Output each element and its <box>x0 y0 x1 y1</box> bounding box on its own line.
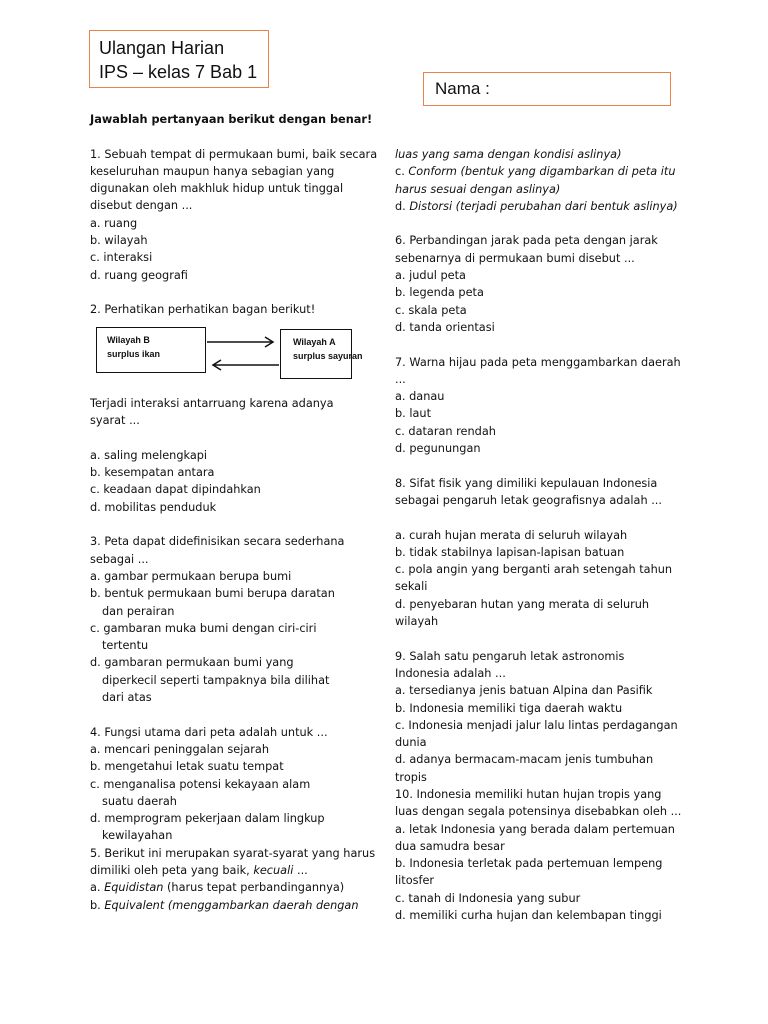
q8-option-cont: wilayah <box>395 615 439 629</box>
q6-line: sebenarnya di permukaan bumi disebut ... <box>395 251 635 265</box>
q7-option: a. danau <box>395 390 445 404</box>
q5-c-cont: harus sesuai dengan aslinya) <box>395 182 561 196</box>
right-column <box>395 146 681 924</box>
q9-option-cont: tropis <box>395 770 427 784</box>
q10-option: d. memiliki curha hujan dan kelembapan tinggi <box>395 909 662 923</box>
q2-option: b. kesempatan antara <box>90 466 215 480</box>
q2-stem: syarat ... <box>90 414 140 428</box>
q10-option: a. letak Indonesia yang berada dalam pertemuan <box>395 822 675 836</box>
q5-option-a <box>90 879 375 896</box>
q5-line2-italic: kecuali <box>253 864 294 878</box>
q3-option-cont: dari atas <box>102 691 152 705</box>
q6-option: a. judul peta <box>395 269 466 283</box>
q9-option: a. tersedianya jenis batuan Alpina dan Pasifik <box>395 684 653 698</box>
title-line-2: IPS – kelas 7 Bab 1 <box>99 62 258 82</box>
q1-line: 1. Sebuah tempat di permukaan bumi, baik secara <box>90 147 378 161</box>
q10-option: c. tanah di Indonesia yang subur <box>395 891 581 905</box>
q1-line: digunakan oleh makhluk hidup untuk tinggal <box>90 182 344 196</box>
left-column-bottom <box>90 395 375 914</box>
q8-option: c. pola angin yang berganti arah setengah tahun <box>395 563 673 577</box>
name-field-box[interactable] <box>423 72 671 106</box>
q4-option: d. memprogram pekerjaan dalam lingkup <box>90 812 325 826</box>
q5-option-d <box>395 198 681 215</box>
q2-stem: Terjadi interaksi antarruang karena adanya <box>90 397 334 410</box>
title-box <box>89 30 269 88</box>
q5-option-c <box>395 163 681 180</box>
q5-b-prefix: b. <box>90 898 105 912</box>
q3-option: a. gambar permukaan berupa bumi <box>90 569 292 583</box>
q9-option: d. adanya bermacam-macam jenis tumbuhan <box>395 753 654 767</box>
q4-option-cont: suatu daerah <box>102 794 177 808</box>
q8-option: a. curah hujan merata di seluruh wilayah <box>395 528 628 542</box>
wilayah-b-surplus: surplus ikan <box>107 349 161 359</box>
q1-option: a. ruang <box>90 216 138 230</box>
q8-line: sebagai pengaruh letak geografisnya adalah ... <box>395 493 662 507</box>
q3-option-cont: tertentu <box>102 639 149 653</box>
q2-text: 2. Perhatikan perhatikan bagan berikut! <box>90 303 316 317</box>
q8-option-cont: sekali <box>395 580 428 594</box>
q5-c-prefix: c. <box>395 165 409 179</box>
title-line-1: Ulangan Harian <box>99 38 225 58</box>
q1-option: d. ruang geografi <box>90 268 188 282</box>
q7-option: b. laut <box>395 407 432 421</box>
q4-option-cont: kewilayahan <box>102 829 173 843</box>
q7-line: ... <box>395 372 406 386</box>
q3-option: d. gambaran permukaan bumi yang <box>90 656 294 670</box>
q1-line: keseluruhan maupun hanya sebagian yang <box>90 164 335 178</box>
q5-option-b <box>90 897 375 914</box>
q3-option: b. bentuk permukaan bumi berupa daratan <box>90 587 335 601</box>
q6-line: 6. Perbandingan jarak pada peta dengan jarak <box>395 234 658 248</box>
q5-c-italic: Conform (bentuk yang digambarkan di peta itu <box>408 165 676 179</box>
q1-option: c. interaksi <box>90 251 153 265</box>
q5-line2-normal: dimiliki oleh peta yang baik, <box>90 864 254 878</box>
q9-option-cont: dunia <box>395 736 427 750</box>
q3-option-cont: diperkecil seperti tampaknya bila dilihat <box>102 673 330 687</box>
q4-option: b. mengetahui letak suatu tempat <box>90 760 284 774</box>
q2-option: a. saling melengkapi <box>90 448 208 462</box>
q5-a-prefix: a. <box>90 881 105 895</box>
q8-line: 8. Sifat fisik yang dimiliki kepulauan Indonesia <box>395 476 658 490</box>
q5-b-italic: Equivalent (menggambarkan daerah dengan <box>104 898 359 912</box>
wilayah-a-label: Wilayah A <box>293 337 336 347</box>
q9-line: Indonesia adalah ... <box>395 666 506 680</box>
q1-option: b. wilayah <box>90 234 148 248</box>
q10-option: b. Indonesia terletak pada pertemuan lempeng <box>395 857 663 871</box>
q3-line: 3. Peta dapat didefinisikan secara sederhana <box>90 535 345 549</box>
q3-line: sebagai ... <box>90 552 149 566</box>
diagram-arrows <box>96 327 363 383</box>
q4-text: 4. Fungsi utama dari peta adalah untuk ... <box>90 725 328 739</box>
q2-option: d. mobilitas penduduk <box>90 500 217 514</box>
q4-option: c. menganalisa potensi kekayaan alam <box>90 777 311 791</box>
q5-a-italic: Equidistan <box>104 881 164 895</box>
q5-d-italic: Distorsi (terjadi perubahan dari bentuk aslinya) <box>409 199 678 213</box>
q2-option: c. keadaan dapat dipindahkan <box>90 483 261 497</box>
wilayah-a-surplus: surplus sayuran <box>293 351 363 361</box>
q5-a-rest: (harus tepat perbandingannya) <box>163 881 345 895</box>
wilayah-b-label: Wilayah B <box>107 335 150 345</box>
q5-b-cont: luas yang sama dengan kondisi aslinya) <box>395 148 622 161</box>
q7-option: d. pegunungan <box>395 442 481 456</box>
q6-option: c. skala peta <box>395 303 467 317</box>
left-column-top <box>90 111 377 319</box>
q10-line: 10. Indonesia memiliki hutan hujan tropis yang <box>395 787 662 801</box>
q9-option: b. Indonesia memiliki tiga daerah waktu <box>395 701 623 715</box>
q1-line: disebut dengan ... <box>90 199 193 213</box>
q4-option: a. mencari peninggalan sejarah <box>90 742 270 756</box>
q3-option-cont: dan perairan <box>102 604 175 618</box>
q9-option: c. Indonesia menjadi jalur lalu lintas perdagangan <box>395 718 678 732</box>
q8-option: d. penyebaran hutan yang merata di seluruh <box>395 597 650 611</box>
q10-line: luas dengan segala potensinya disebabkan oleh ... <box>395 805 682 819</box>
q9-line: 9. Salah satu pengaruh letak astronomis <box>395 649 625 663</box>
q6-option: d. tanda orientasi <box>395 320 495 334</box>
q3-option: c. gambaran muka bumi dengan ciri-ciri <box>90 621 317 635</box>
q7-option: c. dataran rendah <box>395 424 496 438</box>
q10-option-cont: dua samudra besar <box>395 839 505 853</box>
q7-line: 7. Warna hijau pada peta menggambarkan daerah <box>395 355 681 369</box>
q6-option: b. legenda peta <box>395 286 484 300</box>
name-label: Nama : <box>435 79 490 98</box>
q5-line2-end: ... <box>293 864 308 878</box>
q10-option-cont: litosfer <box>395 874 435 888</box>
instruction: Jawablah pertanyaan berikut dengan benar! <box>90 113 373 126</box>
q8-option: b. tidak stabilnya lapisan-lapisan batuan <box>395 545 625 559</box>
q5-line <box>90 862 375 879</box>
interaction-diagram <box>96 327 363 383</box>
q5-d-prefix: d. <box>395 199 410 213</box>
q5-line: 5. Berikut ini merupakan syarat-syarat yang harus <box>90 846 376 860</box>
